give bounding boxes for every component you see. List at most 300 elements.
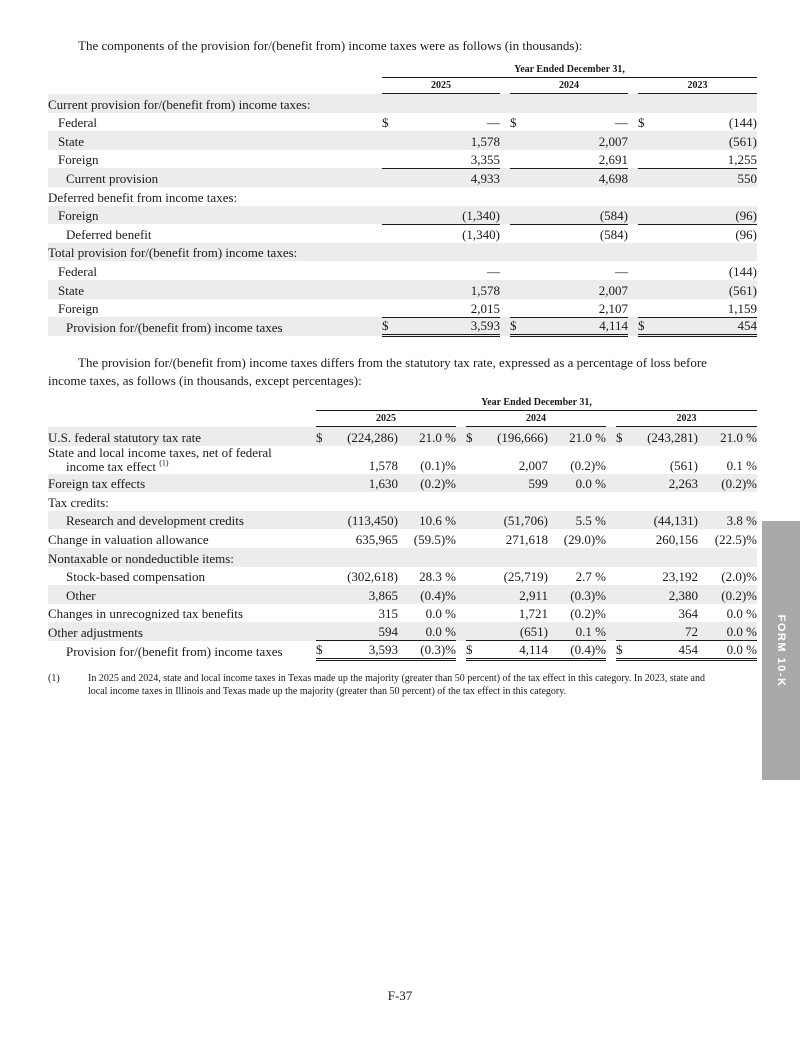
amount-cell [652, 187, 757, 206]
currency-symbol [510, 150, 524, 169]
amount-cell [630, 492, 698, 511]
amount-cell [480, 492, 548, 511]
row-label-text: Research and development credits [66, 513, 244, 529]
amount-cell: 1,630 [330, 474, 398, 493]
currency-symbol [382, 243, 396, 262]
table-row [48, 299, 757, 318]
footnote-marker: (1) [48, 673, 60, 684]
row-label: Current provision [48, 168, 382, 187]
row-label: Provision for/(benefit from) income taxes [48, 317, 382, 336]
column-spacer [628, 150, 638, 169]
table-row [48, 585, 757, 604]
column-spacer [456, 529, 466, 548]
percent-cell: (0.2)% [398, 474, 456, 493]
column-spacer [500, 261, 510, 280]
amount-cell [396, 243, 500, 262]
row-label [48, 427, 316, 446]
amount-cell: 2,380 [630, 585, 698, 604]
column-spacer [500, 224, 510, 243]
row-label [48, 474, 316, 493]
column-spacer [606, 511, 616, 530]
amount-cell: 4,933 [396, 168, 500, 187]
percent-cell: 2.7 % [575, 569, 606, 585]
amount-cell: (651) [480, 622, 548, 641]
amount-cell: 1,578 [396, 131, 500, 150]
currency-symbol [382, 168, 396, 187]
amount-cell: 2,107 [598, 300, 628, 316]
provision-components-table [48, 94, 757, 337]
table-row [48, 131, 757, 150]
amount-cell: 3,865 [330, 585, 398, 604]
amount-cell [630, 548, 698, 567]
table1-year-2025: 2025 [431, 80, 451, 91]
currency-symbol [510, 206, 524, 225]
column-spacer [606, 548, 616, 567]
percent-cell: 0.0 % [698, 641, 757, 660]
currency-symbol [382, 131, 396, 150]
amount-cell [652, 243, 757, 262]
percent-cell: (22.5)% [714, 531, 757, 547]
column-spacer [628, 224, 638, 243]
currency-symbol: $ [382, 317, 396, 336]
row-label: Total provision for/(benefit from) income taxes: [48, 243, 382, 262]
footnote [48, 672, 748, 698]
table1-year-caption: Year Ended December 31, [514, 64, 625, 75]
currency-symbol [616, 585, 630, 604]
table-row [48, 604, 757, 623]
currency-symbol: $ [638, 115, 645, 131]
column-spacer [456, 585, 466, 604]
amount-cell: (584) [524, 206, 628, 225]
column-spacer [456, 548, 466, 567]
table-row [48, 511, 757, 530]
amount-cell: 594 [330, 622, 398, 641]
currency-symbol: $ [466, 427, 480, 446]
currency-symbol [616, 604, 630, 623]
currency-symbol: $ [466, 641, 480, 660]
row-label-text: Changes in unrecognized tax benefits [48, 606, 243, 622]
amount-cell [652, 94, 757, 113]
column-spacer [456, 622, 466, 641]
currency-symbol: $ [616, 641, 630, 660]
column-spacer [456, 567, 466, 586]
currency-symbol [638, 299, 652, 318]
row-label-text: Tax credits: [48, 494, 109, 510]
currency-symbol [316, 529, 330, 548]
currency-symbol [638, 94, 652, 113]
percent-cell: (0.2)% [570, 606, 606, 622]
row-label-text: Other adjustments [48, 624, 143, 640]
percent-cell [698, 492, 757, 511]
currency-symbol [316, 511, 330, 530]
column-spacer [628, 280, 638, 299]
column-spacer [500, 317, 510, 336]
percent-cell: 3.8 % [698, 511, 757, 530]
currency-symbol: $ [382, 115, 389, 131]
amount-cell: 2,007 [524, 280, 628, 299]
amount-cell: 2,015 [470, 300, 500, 316]
column-spacer [606, 474, 616, 493]
page-number: F-37 [387, 988, 413, 1003]
currency-symbol [316, 492, 330, 511]
amount-cell: 1,721 [518, 606, 548, 622]
table-row [48, 567, 757, 586]
row-label-text: State and local income taxes, net of federal [48, 444, 272, 460]
percent-cell: 10.6 % [398, 511, 456, 530]
percent-cell [398, 492, 456, 511]
amount-cell [330, 492, 398, 511]
amount-cell: 260,156 [655, 531, 698, 547]
column-spacer [500, 94, 510, 113]
amount-cell: 4,698 [524, 168, 628, 187]
percent-cell: (0.2)% [570, 457, 606, 473]
amount-cell: 1,578 [368, 457, 398, 473]
row-label-continuation [48, 460, 316, 474]
footnote-line1: In 2025 and 2024, state and local income taxes in Texas made up the majority (greater than 50 percent) of the tax effect in this category. In 2023, state and [88, 673, 705, 684]
row-label [48, 622, 316, 641]
currency-symbol [510, 131, 524, 150]
amount-cell: 2,691 [598, 151, 628, 167]
currency-symbol [316, 567, 330, 586]
percent-cell: (0.1)% [420, 457, 456, 473]
row-label [48, 641, 316, 660]
amount-cell: 2,007 [518, 457, 548, 473]
percent-cell: (0.4)% [548, 641, 606, 660]
column-spacer [606, 529, 616, 548]
amount-cell: 2,911 [480, 585, 548, 604]
amount-cell: (44,131) [630, 511, 698, 530]
amount-cell: (224,286) [330, 427, 398, 446]
row-label: Current provision for/(benefit from) income taxes: [48, 94, 382, 113]
currency-symbol [510, 94, 524, 113]
currency-symbol [382, 94, 396, 113]
column-spacer [606, 604, 616, 623]
currency-symbol [616, 529, 630, 548]
column-spacer [606, 492, 616, 511]
currency-symbol [466, 622, 480, 641]
percent-cell: 21.0 % [548, 427, 606, 446]
table2-caption-rule [316, 410, 757, 411]
column-spacer [500, 150, 510, 169]
currency-symbol [510, 243, 524, 262]
amount-cell: (96) [652, 206, 757, 225]
currency-symbol [466, 548, 480, 567]
percent-cell: 0.0 % [398, 622, 456, 641]
amount-cell: (561) [669, 457, 698, 473]
row-label-text-2: income tax effect [66, 458, 156, 474]
column-spacer [500, 168, 510, 187]
currency-symbol [466, 529, 480, 548]
currency-symbol [510, 299, 524, 318]
amount-cell: 3,593 [396, 317, 500, 336]
table-row [48, 224, 757, 243]
percent-cell: (29.0)% [563, 531, 606, 547]
amount-cell [396, 187, 500, 206]
table1-caption-rule [382, 77, 757, 78]
table-row [48, 446, 757, 474]
amount-cell: (1,340) [396, 224, 500, 243]
percent-cell: 21.0 % [698, 427, 757, 446]
amount-cell: 1,159 [727, 300, 757, 316]
amount-cell: — [487, 115, 500, 131]
amount-cell: (196,666) [480, 427, 548, 446]
row-label [48, 585, 316, 604]
currency-symbol [316, 585, 330, 604]
row-label: Foreign [58, 301, 99, 317]
footnote-line2: local income taxes in Illinois and Texas made up the majority (greater than 50 percent) of the tax effect in this category. [88, 686, 567, 697]
currency-symbol [382, 280, 396, 299]
currency-symbol [616, 622, 630, 641]
amount-cell: 3,593 [330, 641, 398, 660]
amount-cell: 23,192 [662, 569, 698, 585]
currency-symbol [510, 168, 524, 187]
amount-cell: (584) [524, 224, 628, 243]
currency-symbol [382, 206, 396, 225]
table2-year-2025: 2025 [376, 413, 396, 424]
table-row [48, 94, 757, 113]
column-spacer [628, 317, 638, 336]
amount-cell: 364 [678, 606, 698, 622]
currency-symbol [466, 474, 480, 493]
currency-symbol: $ [638, 317, 652, 336]
percent-cell: 21.0 % [398, 427, 456, 446]
amount-cell: — [615, 115, 628, 131]
amount-cell: 2,263 [630, 474, 698, 493]
amount-cell [524, 187, 628, 206]
currency-symbol [638, 168, 652, 187]
footnote-reference: (1) [159, 458, 169, 468]
amount-cell: — [487, 263, 500, 279]
row-label-text: Provision for/(benefit from) income taxes [66, 643, 283, 659]
row-label [48, 567, 316, 586]
form-10k-side-tab[interactable] [762, 521, 800, 780]
currency-symbol: $ [316, 641, 330, 660]
percent-cell [548, 548, 606, 567]
currency-symbol [510, 187, 524, 206]
row-label-text: Foreign tax effects [48, 476, 146, 492]
column-spacer [500, 206, 510, 225]
row-label [48, 604, 316, 623]
currency-symbol [316, 548, 330, 567]
row-label [48, 446, 316, 474]
currency-symbol [466, 585, 480, 604]
percent-cell: (0.4)% [398, 585, 456, 604]
amount-cell [330, 548, 398, 567]
currency-symbol [510, 261, 524, 280]
amount-cell [480, 548, 548, 567]
intro-text-1: The components of the provision for/(benefit from) income taxes were as follows (in thousands): [78, 38, 583, 53]
amount-cell: (561) [652, 280, 757, 299]
currency-symbol [382, 299, 396, 318]
column-spacer [606, 567, 616, 586]
currency-symbol [638, 224, 652, 243]
column-spacer [456, 427, 466, 446]
column-spacer [628, 243, 638, 262]
amount-cell: 635,965 [355, 531, 398, 547]
amount-cell: (113,450) [330, 511, 398, 530]
currency-symbol [382, 150, 396, 169]
column-spacer [606, 641, 616, 660]
column-spacer [500, 243, 510, 262]
currency-symbol [638, 187, 652, 206]
amount-cell [524, 94, 628, 113]
table-row [48, 427, 757, 446]
row-label: State [48, 280, 382, 299]
column-spacer [628, 206, 638, 225]
currency-symbol [616, 446, 630, 474]
row-label-text: Other [66, 587, 96, 603]
column-spacer [500, 299, 510, 318]
table-row [48, 492, 757, 511]
amount-cell: (144) [728, 115, 757, 131]
percent-cell: 0.0 % [698, 622, 757, 641]
column-spacer [500, 131, 510, 150]
percent-cell: (0.2)% [698, 585, 757, 604]
percent-cell: 0.0 % [726, 606, 757, 622]
currency-symbol [616, 474, 630, 493]
currency-symbol [382, 261, 396, 280]
currency-symbol: $ [510, 317, 524, 336]
column-spacer [456, 474, 466, 493]
table2-year-caption: Year Ended December 31, [481, 397, 592, 408]
column-spacer [628, 261, 638, 280]
table-row [48, 113, 757, 132]
currency-symbol [466, 446, 480, 474]
column-spacer [456, 511, 466, 530]
amount-cell: (561) [652, 131, 757, 150]
column-spacer [500, 113, 510, 132]
percent-cell: (0.3)% [548, 585, 606, 604]
column-spacer [628, 131, 638, 150]
row-label: Deferred benefit [66, 226, 152, 242]
percent-cell: 5.5 % [548, 511, 606, 530]
table-row [48, 206, 757, 225]
column-spacer [606, 622, 616, 641]
table-row [48, 474, 757, 493]
column-spacer [456, 446, 466, 474]
column-spacer [606, 427, 616, 446]
column-spacer [628, 187, 638, 206]
amount-cell: 599 [480, 474, 548, 493]
currency-symbol: $ [510, 115, 517, 131]
column-spacer [628, 168, 638, 187]
amount-cell: 315 [378, 606, 398, 622]
row-label-text: Change in valuation allowance [48, 531, 209, 547]
currency-symbol [466, 511, 480, 530]
amount-cell: 2,007 [524, 131, 628, 150]
column-spacer [456, 641, 466, 660]
amount-cell: 3,355 [470, 151, 500, 167]
row-label: Foreign [48, 206, 382, 225]
currency-symbol [638, 261, 652, 280]
row-label [48, 529, 316, 548]
percent-cell: 28.3 % [419, 569, 456, 585]
amount-cell: (25,719) [503, 569, 548, 585]
amount-cell: 271,618 [505, 531, 548, 547]
column-spacer [628, 113, 638, 132]
amount-cell [524, 243, 628, 262]
column-spacer [456, 492, 466, 511]
table2-year-2023: 2023 [676, 413, 697, 424]
currency-symbol: $ [616, 427, 630, 446]
currency-symbol [638, 243, 652, 262]
column-spacer [606, 585, 616, 604]
percent-cell: 0.0 % [425, 606, 456, 622]
currency-symbol [382, 224, 396, 243]
row-label: Federal [58, 263, 97, 279]
currency-symbol: $ [316, 427, 330, 446]
table-row [48, 280, 757, 299]
percent-cell: (0.2)% [698, 474, 757, 493]
percent-cell: 0.1 % [726, 457, 757, 473]
percent-cell: (59.5)% [413, 531, 456, 547]
row-label: Federal [58, 115, 97, 131]
amount-cell: — [615, 263, 628, 279]
column-spacer [628, 94, 638, 113]
row-label: State [48, 131, 382, 150]
amount-cell: (302,618) [347, 569, 398, 585]
percent-cell: (2.0)% [721, 569, 757, 585]
percent-cell: 0.0 % [548, 474, 606, 493]
amount-cell: (1,340) [396, 206, 500, 225]
currency-symbol [316, 474, 330, 493]
tax-rate-reconciliation-table [48, 427, 757, 661]
table-row [48, 168, 757, 187]
currency-symbol [316, 604, 330, 623]
table-row [48, 187, 757, 206]
currency-symbol [466, 492, 480, 511]
percent-cell [548, 492, 606, 511]
table-row [48, 243, 757, 262]
form-10k-side-tab-label: FORM 10-K [775, 614, 787, 687]
column-spacer [606, 446, 616, 474]
currency-symbol [510, 224, 524, 243]
amount-cell: 72 [630, 622, 698, 641]
table-row [48, 317, 757, 336]
row-label-text: Nontaxable or nondeductible items: [48, 550, 234, 566]
currency-symbol [638, 131, 652, 150]
currency-symbol [466, 567, 480, 586]
currency-symbol [510, 280, 524, 299]
currency-symbol [616, 492, 630, 511]
currency-symbol [638, 280, 652, 299]
intro-text-2 [48, 354, 748, 390]
table-row [48, 529, 757, 548]
percent-cell [698, 548, 757, 567]
table-row [48, 261, 757, 280]
currency-symbol [316, 446, 330, 474]
amount-cell: 4,114 [524, 317, 628, 336]
table1-year-2024: 2024 [559, 80, 579, 91]
column-spacer [456, 604, 466, 623]
amount-cell: (243,281) [630, 427, 698, 446]
intro-text-2-line1: The provision for/(benefit from) income taxes differs from the statutory tax rate, expressed as a percentage of loss before [78, 355, 707, 370]
amount-cell: 550 [652, 168, 757, 187]
percent-cell: 0.1 % [548, 622, 606, 641]
row-label-text: Stock-based compensation [66, 569, 205, 585]
row-label [48, 511, 316, 530]
column-spacer [500, 187, 510, 206]
amount-cell: (144) [728, 263, 757, 279]
currency-symbol [466, 604, 480, 623]
table-row [48, 641, 757, 660]
currency-symbol [616, 511, 630, 530]
amount-cell [396, 94, 500, 113]
table2-year-2024: 2024 [526, 413, 546, 424]
amount-cell: 454 [652, 317, 757, 336]
percent-cell [398, 548, 456, 567]
table-row [48, 150, 757, 169]
